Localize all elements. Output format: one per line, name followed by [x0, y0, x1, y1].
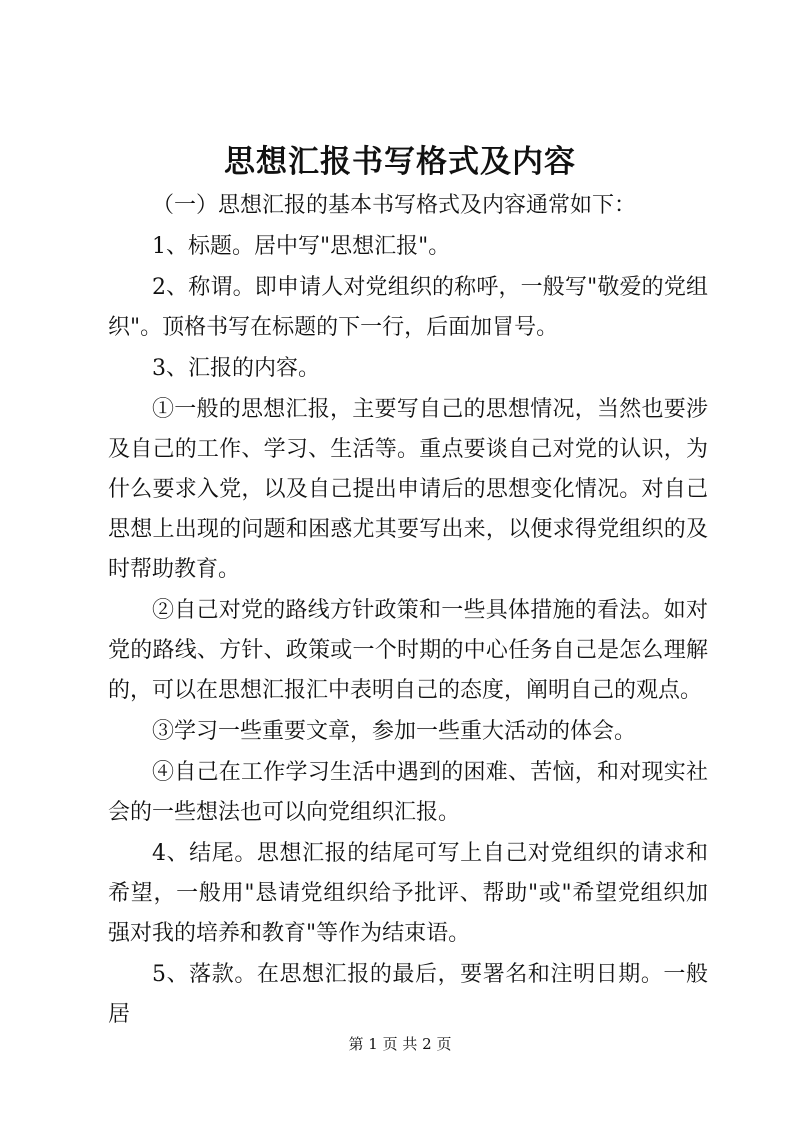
paragraph-ending-rule: 4、结尾。思想汇报的结尾可写上自己对党组织的请求和希望，一般用"恳请党组织给予批评、帮助"或"希望党组织加强对我的培养和教育"等作为结束语。	[108, 841, 708, 946]
page-number-footer: 第 1 页 共 2 页	[348, 1035, 452, 1053]
paragraph-content-item-3: ③学习一些重要文章，参加一些重大活动的体会。	[152, 719, 637, 744]
paragraph-content-item-1: ①一般的思想汇报，主要写自己的思想情况，当然也要涉及自己的工作、学习、生活等。重点要谈自己对党的认识，为什么要求入党，以及自己提出申请后的思想变化情况。对自己思想上出现的问题和困惑尤其要写出来，以便求得党组织的及时帮助教育。	[108, 397, 708, 582]
paragraph-content-heading: 3、汇报的内容。	[152, 356, 320, 381]
paragraph-content-item-4: ④自己在工作学习生活中遇到的困难、苦恼，和对现实社会的一些想法也可以向党组织汇报。	[108, 760, 708, 825]
paragraph-signature-rule: 5、落款。在思想汇报的最后，要署名和注明日期。一般居	[108, 962, 708, 1027]
paragraph-intro: （一）思想汇报的基本书写格式及内容通常如下：	[152, 193, 637, 218]
paragraph-salutation-rule: 2、称谓。即申请人对党组织的称呼，一般写"敬爱的党组织"。顶格书写在标题的下一行，后面加冒号。	[108, 275, 708, 340]
document-title: 思想汇报书写格式及内容	[224, 144, 576, 180]
paragraph-title-rule: 1、标题。居中写"思想汇报"。	[152, 234, 451, 259]
document-body	[108, 186, 708, 1036]
paragraph-content-item-2: ②自己对党的路线方针政策和一些具体措施的看法。如对党的路线、方针、政策或一个时期的中心任务自己是怎么理解的，可以在思想汇报汇中表明自己的态度，阐明自己的观点。	[108, 598, 708, 703]
